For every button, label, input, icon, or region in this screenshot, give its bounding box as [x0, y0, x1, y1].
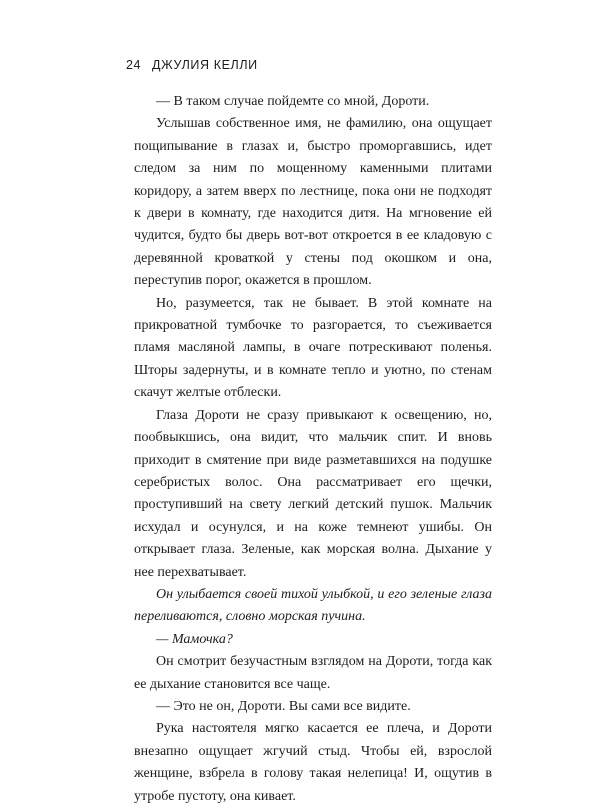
italic-paragraph: Он улыбается своей тихой улыбкой, и его зеленые глаза переливаются, словно морская пучина. — [134, 586, 492, 625]
paragraph: — В таком случае пойдемте со мной, Дороти. — [156, 94, 430, 109]
author-name: ДЖУЛИЯ КЕЛЛИ — [152, 58, 258, 72]
italic-dialogue-line: — Мамочка? — [156, 631, 233, 647]
paragraph: Услышав собственное имя, не фамилию, она ощущает пощипывание в глазах и, быстро проморгавшись, идет следом за ним по мощенному каменными плитами коридору, а затем вверх по лестнице, пока они не подходят к двери в комнату, где находится дитя. На мгновение ей чудится, будто бы дверь вот-вот откроется в ее кладовую с деревянной кроваткой у стены под окошком и она, переступив порог, окажется в прошлом. — [134, 116, 492, 289]
running-head — [126, 58, 258, 72]
page-number: 24 — [126, 58, 142, 72]
paragraph: Он смотрит безучастным взглядом на Дороти, тогда как ее дыхание становится все чаще. — [134, 654, 492, 692]
paragraph: Глаза Дороти не сразу привыкают к освещению, но, пообвыкшись, она видит, что мальчик спит. И вновь приходит в смятение при виде разметавшихся на подушке серебристых волос. Она рассматривает его щечки, проступивший на свету легкий детский пушок. Мальчик исхудал и осунулся, и на коже темнеют ушибы. Он открывает глаза. Зеленые, как морская волна. Дыхание у нее перехватывает. — [134, 407, 492, 580]
paragraph: Но, разумеется, так не бывает. В этой комнате на прикроватной тумбочке то разгорается, то съеживается пламя масляной лампы, в очаге потрескивают поленья. Шторы задернуты, и в комнате тепло и уютно, по стенам скачут желтые отблески. — [134, 295, 492, 401]
body-text — [134, 91, 492, 808]
paragraph: Рука настоятеля мягко касается ее плеча, и Дороти внезапно ощущает жгучий стыд. Чтобы ей, взрослой женщине, взбрела в голову такая нелепица! И, ощутив в утробе пустоту, она кивает. — [134, 721, 492, 804]
dialogue-line: — Это не он, Дороти. Вы сами все видите. — [156, 698, 411, 714]
